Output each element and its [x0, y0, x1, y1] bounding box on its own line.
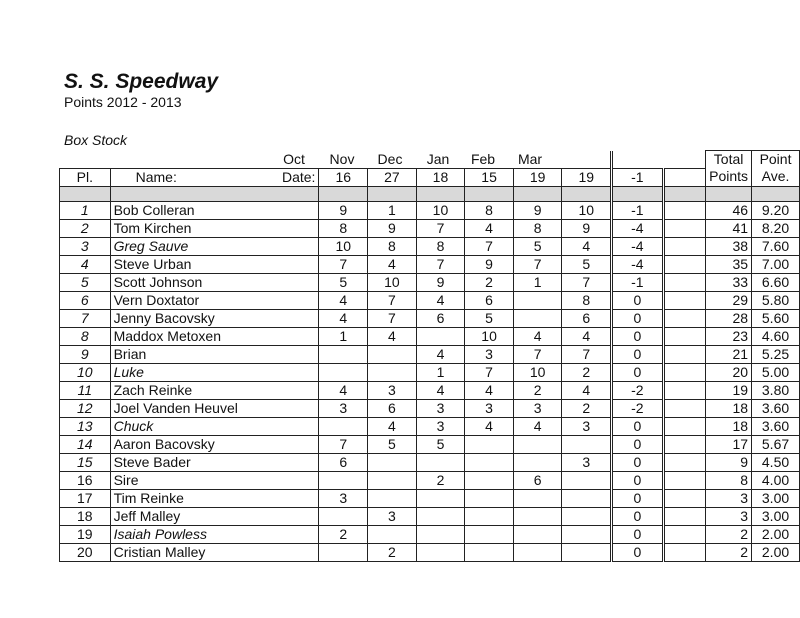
- adjustment-cell: -2: [612, 399, 664, 417]
- score-cell: [562, 543, 612, 561]
- date-header: 16: [319, 168, 368, 186]
- score-cell: 8: [368, 237, 417, 255]
- score-cell: [465, 525, 514, 543]
- score-cell: 7: [416, 255, 465, 273]
- place-cell: 4: [60, 255, 111, 273]
- score-cell: 6: [319, 453, 368, 471]
- score-cell: [368, 453, 417, 471]
- score-cell: [319, 417, 368, 435]
- score-cell: 4: [319, 381, 368, 399]
- place-cell: 7: [60, 309, 111, 327]
- score-cell: [513, 309, 562, 327]
- score-cell: 3: [319, 399, 368, 417]
- place-cell: 19: [60, 525, 111, 543]
- score-cell: 5: [513, 237, 562, 255]
- date-header: 19: [562, 168, 612, 186]
- blank-cell: [663, 435, 705, 453]
- score-cell: [513, 435, 562, 453]
- adjustment-cell: -1: [612, 273, 664, 291]
- score-cell: 2: [513, 381, 562, 399]
- adjustment-cell: -2: [612, 381, 664, 399]
- driver-name-cell: Tom Kirchen: [110, 219, 319, 237]
- point-average-cell: 2.00: [752, 525, 800, 543]
- score-cell: 2: [319, 525, 368, 543]
- score-cell: 4: [465, 381, 514, 399]
- score-cell: 4: [368, 327, 417, 345]
- blank-cell: [663, 291, 705, 309]
- place-cell: 15: [60, 453, 111, 471]
- driver-name-cell: Isaiah Powless: [110, 525, 319, 543]
- score-cell: [513, 291, 562, 309]
- blank-cell: [663, 381, 705, 399]
- score-cell: 4: [368, 255, 417, 273]
- adjustment-cell: 0: [612, 309, 664, 327]
- score-cell: 4: [513, 327, 562, 345]
- driver-name-cell: Brian: [110, 345, 319, 363]
- point-average-cell: 8.20: [752, 219, 800, 237]
- score-cell: [465, 435, 514, 453]
- point-average-cell: 7.00: [752, 255, 800, 273]
- adjustment-cell: 0: [612, 435, 664, 453]
- driver-name-cell: Jenny Bacovsky: [110, 309, 319, 327]
- point-average-cell: 5.60: [752, 309, 800, 327]
- point-average-cell: 4.60: [752, 327, 800, 345]
- driver-name-cell: Maddox Metoxen: [110, 327, 319, 345]
- total-points-cell: 18: [706, 399, 752, 417]
- date-header: 19: [513, 168, 562, 186]
- driver-name-cell: Steve Bader: [110, 453, 319, 471]
- month-label: Jan: [426, 151, 450, 167]
- date-label: Date:: [281, 168, 316, 185]
- place-cell: 1: [60, 201, 111, 219]
- date-header: 27: [368, 168, 417, 186]
- adjustment-cell: 0: [612, 507, 664, 525]
- score-cell: [465, 471, 514, 489]
- point-average-cell: 5.80: [752, 291, 800, 309]
- total-points-cell: 8: [706, 471, 752, 489]
- place-cell: 14: [60, 435, 111, 453]
- total-points-cell: 18: [706, 417, 752, 435]
- total-points-cell: 29: [706, 291, 752, 309]
- total-points-cell: 46: [706, 201, 752, 219]
- score-cell: 7: [513, 345, 562, 363]
- table-row: [60, 417, 800, 435]
- score-cell: [513, 525, 562, 543]
- table-row: [60, 489, 800, 507]
- total-points-cell: 28: [706, 309, 752, 327]
- score-cell: 3: [368, 507, 417, 525]
- month-label: Dec: [377, 151, 403, 167]
- score-cell: 4: [562, 237, 612, 255]
- total-points-cell: 41: [706, 219, 752, 237]
- score-cell: [513, 453, 562, 471]
- total-points-cell: 19: [706, 381, 752, 399]
- blank-cell: [663, 345, 705, 363]
- driver-name-cell: Vern Doxtator: [110, 291, 319, 309]
- total-points-cell: 20: [706, 363, 752, 381]
- adjustment-cell: 0: [612, 525, 664, 543]
- adjustment-cell: -4: [612, 219, 664, 237]
- score-cell: 3: [465, 345, 514, 363]
- score-cell: [319, 363, 368, 381]
- score-cell: 7: [368, 291, 417, 309]
- points-table: [59, 150, 800, 562]
- score-cell: [562, 525, 612, 543]
- score-cell: 3: [319, 489, 368, 507]
- adjustment-cell: 0: [612, 471, 664, 489]
- score-cell: [319, 345, 368, 363]
- place-cell: 6: [60, 291, 111, 309]
- total-points-cell: 35: [706, 255, 752, 273]
- score-cell: [562, 435, 612, 453]
- driver-name-cell: Tim Reinke: [110, 489, 319, 507]
- month-label: Nov: [329, 151, 355, 167]
- driver-name-cell: Cristian Malley: [110, 543, 319, 561]
- point-average-cell: 9.20: [752, 201, 800, 219]
- point-average-cell: 4.00: [752, 471, 800, 489]
- header-row-top: [60, 151, 800, 169]
- table-row: [60, 273, 800, 291]
- score-cell: [319, 507, 368, 525]
- score-cell: 10: [319, 237, 368, 255]
- total-points-cell: 3: [706, 507, 752, 525]
- score-cell: [368, 525, 417, 543]
- score-cell: 6: [513, 471, 562, 489]
- score-cell: [416, 489, 465, 507]
- score-cell: 8: [465, 201, 514, 219]
- point-average-cell: 3.60: [752, 417, 800, 435]
- score-cell: [368, 471, 417, 489]
- table-row: [60, 381, 800, 399]
- point-average-cell: 5.00: [752, 363, 800, 381]
- table-row: [60, 471, 800, 489]
- adjustment-cell: 0: [612, 327, 664, 345]
- score-cell: 7: [319, 435, 368, 453]
- point-average-cell: 4.50: [752, 453, 800, 471]
- score-cell: 1: [319, 327, 368, 345]
- point-average-header: Point: [752, 151, 800, 169]
- total-points-cell: 9: [706, 453, 752, 471]
- page-title: S. S. Speedway: [64, 70, 219, 93]
- driver-name-cell: Steve Urban: [110, 255, 319, 273]
- blank-header: [663, 168, 705, 186]
- place-cell: 10: [60, 363, 111, 381]
- place-cell: 17: [60, 489, 111, 507]
- score-cell: 9: [319, 201, 368, 219]
- score-cell: 4: [513, 417, 562, 435]
- month-label: Mar: [517, 151, 543, 167]
- total-points-cell: 2: [706, 525, 752, 543]
- score-cell: 7: [368, 309, 417, 327]
- total-points-cell: 17: [706, 435, 752, 453]
- blank-cell: [663, 525, 705, 543]
- blank-cell: [663, 471, 705, 489]
- table-row: [60, 453, 800, 471]
- score-cell: 8: [513, 219, 562, 237]
- point-average-cell: 5.67: [752, 435, 800, 453]
- score-cell: 7: [513, 255, 562, 273]
- table-row: [60, 309, 800, 327]
- score-cell: 9: [465, 255, 514, 273]
- place-cell: 16: [60, 471, 111, 489]
- place-cell: 12: [60, 399, 111, 417]
- score-cell: 8: [416, 237, 465, 255]
- blank-cell: [663, 399, 705, 417]
- place-cell: 11: [60, 381, 111, 399]
- score-cell: 1: [368, 201, 417, 219]
- total-points-cell: 33: [706, 273, 752, 291]
- point-average-cell: 2.00: [752, 543, 800, 561]
- table-row: [60, 363, 800, 381]
- adjustment-cell: -1: [612, 201, 664, 219]
- score-cell: [513, 543, 562, 561]
- score-cell: [416, 525, 465, 543]
- score-cell: [319, 471, 368, 489]
- score-cell: 8: [562, 291, 612, 309]
- score-cell: 2: [368, 543, 417, 561]
- score-cell: 7: [562, 345, 612, 363]
- score-cell: [562, 471, 612, 489]
- score-cell: 4: [368, 417, 417, 435]
- blank-cell: [663, 417, 705, 435]
- point-average-cell: 7.60: [752, 237, 800, 255]
- point-average-cell: 3.00: [752, 507, 800, 525]
- score-cell: 4: [319, 291, 368, 309]
- table-row: [60, 291, 800, 309]
- score-cell: 6: [416, 309, 465, 327]
- score-cell: [465, 507, 514, 525]
- total-points-header: Total: [706, 151, 752, 169]
- score-cell: [416, 453, 465, 471]
- point-average-cell: 5.25: [752, 345, 800, 363]
- month-label: Oct: [283, 151, 305, 167]
- table-row: [60, 219, 800, 237]
- score-cell: 3: [465, 399, 514, 417]
- score-cell: 9: [562, 219, 612, 237]
- section-label: Box Stock: [64, 132, 128, 148]
- place-cell: 18: [60, 507, 111, 525]
- place-header: Pl.: [60, 168, 111, 186]
- adjustment-cell: 0: [612, 453, 664, 471]
- score-cell: 5: [562, 255, 612, 273]
- driver-name-cell: Greg Sauve: [110, 237, 319, 255]
- score-cell: 4: [562, 327, 612, 345]
- score-cell: 3: [562, 417, 612, 435]
- adjustment-cell: 0: [612, 489, 664, 507]
- blank-cell: [663, 489, 705, 507]
- score-cell: 7: [562, 273, 612, 291]
- adjustment-cell: -4: [612, 255, 664, 273]
- blank-cell: [663, 507, 705, 525]
- score-cell: 6: [562, 309, 612, 327]
- name-header: [110, 168, 319, 186]
- place-cell: 5: [60, 273, 111, 291]
- score-cell: [562, 489, 612, 507]
- place-cell: 9: [60, 345, 111, 363]
- blank-cell: [663, 453, 705, 471]
- point-average-cell: 3.00: [752, 489, 800, 507]
- table-row: [60, 543, 800, 561]
- score-cell: 9: [416, 273, 465, 291]
- driver-name-cell: Chuck: [110, 417, 319, 435]
- score-cell: 4: [416, 381, 465, 399]
- score-cell: [319, 543, 368, 561]
- table-row: [60, 435, 800, 453]
- score-cell: 10: [513, 363, 562, 381]
- driver-name-cell: Bob Colleran: [110, 201, 319, 219]
- driver-name-cell: Sire: [110, 471, 319, 489]
- score-cell: 7: [465, 363, 514, 381]
- driver-name-cell: Zach Reinke: [110, 381, 319, 399]
- place-cell: 8: [60, 327, 111, 345]
- score-cell: 4: [416, 291, 465, 309]
- separator-row: [60, 186, 800, 201]
- score-cell: 3: [416, 417, 465, 435]
- table-row: [60, 255, 800, 273]
- score-cell: [562, 507, 612, 525]
- total-points-cell: 23: [706, 327, 752, 345]
- total-points-header-2: Points: [706, 168, 752, 186]
- score-cell: 10: [562, 201, 612, 219]
- score-cell: 5: [319, 273, 368, 291]
- adjustment-cell: 0: [612, 417, 664, 435]
- score-cell: 2: [562, 399, 612, 417]
- score-cell: 2: [465, 273, 514, 291]
- score-cell: 4: [562, 381, 612, 399]
- score-cell: 8: [319, 219, 368, 237]
- score-cell: 7: [319, 255, 368, 273]
- total-points-cell: 3: [706, 489, 752, 507]
- blank-cell: [663, 255, 705, 273]
- place-cell: 2: [60, 219, 111, 237]
- blank-cell: [663, 201, 705, 219]
- adjustment-header: -1: [612, 168, 664, 186]
- score-cell: 1: [416, 363, 465, 381]
- score-cell: 3: [513, 399, 562, 417]
- score-cell: 5: [368, 435, 417, 453]
- adjustment-cell: 0: [612, 543, 664, 561]
- score-cell: 4: [465, 417, 514, 435]
- driver-name-cell: Joel Vanden Heuvel: [110, 399, 319, 417]
- driver-name-cell: Aaron Bacovsky: [110, 435, 319, 453]
- point-average-header-2: Ave.: [752, 168, 800, 186]
- score-cell: [416, 543, 465, 561]
- total-points-cell: 21: [706, 345, 752, 363]
- score-cell: 4: [416, 345, 465, 363]
- blank-cell: [663, 363, 705, 381]
- table-row: [60, 399, 800, 417]
- blank-cell: [663, 237, 705, 255]
- place-cell: 20: [60, 543, 111, 561]
- blank-cell: [663, 273, 705, 291]
- point-average-cell: 3.80: [752, 381, 800, 399]
- score-cell: [513, 507, 562, 525]
- score-cell: 3: [562, 453, 612, 471]
- score-cell: 6: [465, 291, 514, 309]
- blank-cell: [663, 219, 705, 237]
- driver-name-cell: Jeff Malley: [110, 507, 319, 525]
- adjustment-cell: 0: [612, 291, 664, 309]
- score-cell: 7: [416, 219, 465, 237]
- score-cell: 5: [416, 435, 465, 453]
- score-cell: 10: [416, 201, 465, 219]
- score-cell: [465, 543, 514, 561]
- score-cell: [368, 345, 417, 363]
- score-cell: [368, 489, 417, 507]
- table-row: [60, 507, 800, 525]
- table-row: [60, 525, 800, 543]
- score-cell: 5: [465, 309, 514, 327]
- point-average-cell: 3.60: [752, 399, 800, 417]
- name-label: Name:: [135, 168, 177, 185]
- driver-name-cell: Scott Johnson: [110, 273, 319, 291]
- table-row: [60, 327, 800, 345]
- score-cell: [465, 489, 514, 507]
- score-cell: 2: [416, 471, 465, 489]
- score-cell: 2: [562, 363, 612, 381]
- score-cell: 3: [416, 399, 465, 417]
- score-cell: [513, 489, 562, 507]
- blank-cell: [663, 309, 705, 327]
- point-average-cell: 6.60: [752, 273, 800, 291]
- score-cell: [416, 507, 465, 525]
- score-cell: 9: [368, 219, 417, 237]
- score-cell: 4: [465, 219, 514, 237]
- adjustment-cell: 0: [612, 345, 664, 363]
- page-subtitle: Points 2012 - 2013: [64, 94, 182, 110]
- date-header: 15: [465, 168, 514, 186]
- table-row: [60, 201, 800, 219]
- score-cell: [368, 363, 417, 381]
- score-cell: 9: [513, 201, 562, 219]
- score-cell: 3: [368, 381, 417, 399]
- month-label: Feb: [470, 151, 496, 167]
- score-cell: 6: [368, 399, 417, 417]
- table-row: [60, 237, 800, 255]
- table-row: [60, 345, 800, 363]
- score-cell: 4: [319, 309, 368, 327]
- score-cell: [465, 453, 514, 471]
- total-points-cell: 38: [706, 237, 752, 255]
- total-points-cell: 2: [706, 543, 752, 561]
- adjustment-cell: 0: [612, 363, 664, 381]
- score-cell: 10: [465, 327, 514, 345]
- blank-cell: [663, 327, 705, 345]
- header-row: [60, 168, 800, 186]
- adjustment-cell: -4: [612, 237, 664, 255]
- driver-name-cell: Luke: [110, 363, 319, 381]
- score-cell: 7: [465, 237, 514, 255]
- score-cell: 10: [368, 273, 417, 291]
- date-header: 18: [416, 168, 465, 186]
- score-cell: 1: [513, 273, 562, 291]
- place-cell: 13: [60, 417, 111, 435]
- place-cell: 3: [60, 237, 111, 255]
- score-cell: [416, 327, 465, 345]
- blank-cell: [663, 543, 705, 561]
